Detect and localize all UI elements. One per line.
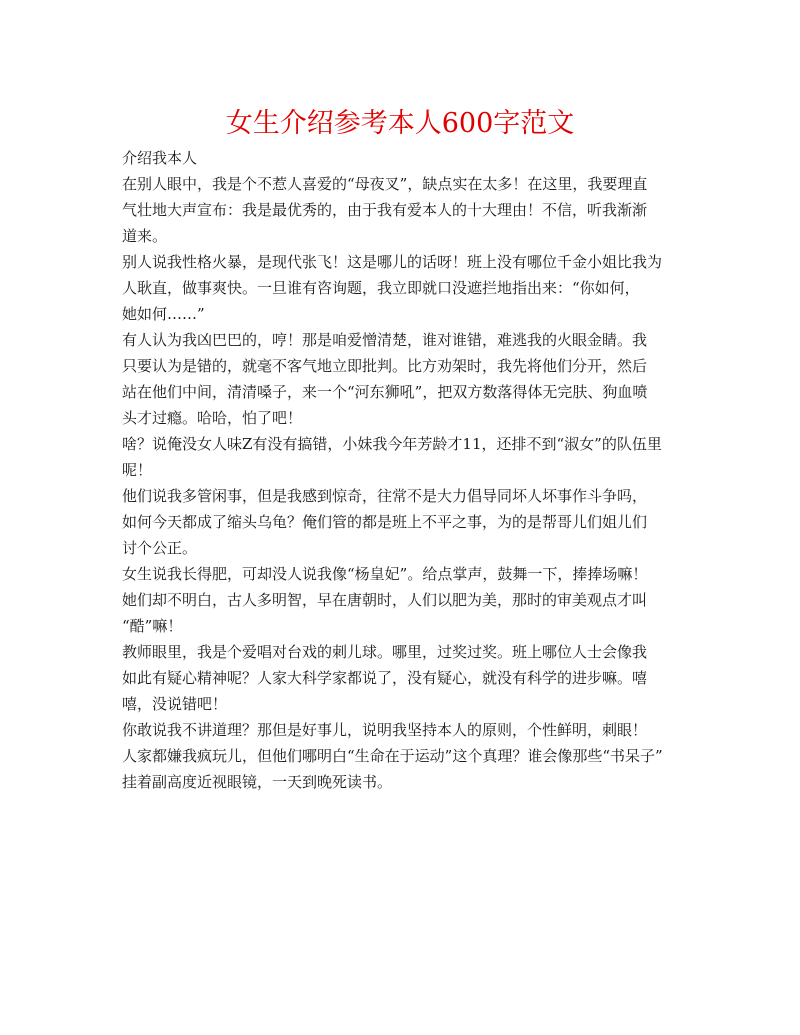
paragraph: 啥？说俺没女人味Z有没有搞错，小妹我今年芳龄才11，还排不到“淑女”的队伍里 呢！: [122, 435, 662, 479]
paragraph: 你敢说我不讲道理？那但是好事儿，说明我坚持本人的原则，个性鲜明，刺眼！: [122, 721, 648, 739]
paragraph: 别人说我性格火暴，是现代张飞！这是哪儿的话呀！班上没有哪位千金小姐比我为 人耿直，做事爽快。一旦谁有咨询题，我立即就口没遮拦地指出来：“你如何， 她如何……”: [122, 253, 663, 323]
document-body: [122, 145, 682, 795]
paragraph: 人家都嫌我疯玩儿，但他们哪明白“生命在于运动”这个真理？谁会像那些“书呆子” 挂着副高度近视眼镜，一天到晚死读书。: [122, 747, 663, 791]
paragraph-intro-heading: 介绍我本人: [122, 149, 198, 167]
paragraph: 他们说我多管闲事，但是我感到惊奇，往常不是大力倡导同坏人坏事作斗争吗， 如何今天都成了缩头乌龟？俺们管的都是班上不平之事，为的是帮哥儿们姐儿们 讨个公正。: [122, 487, 648, 557]
paragraph: 教师眼里，我是个爱唱对台戏的刺儿球。哪里，过奖过奖。班上哪位人士会像我 如此有疑心精神呢？人家大科学家都说了，没有疑心，就没有科学的进步嘛。嘻 嘻，没说错吧！: [122, 643, 648, 713]
document-title: 女生介绍参考本人600字范文: [225, 108, 575, 139]
paragraph: 有人认为我凶巴巴的，哼！那是咱爱憎清楚，谁对谁错，难逃我的火眼金睛。我 只要认为是错的，就毫不客气地立即批判。比方劝架时，我先将他们分开，然后 站在他们中间，清清嗓子，来一个“河东狮吼”，把双方数落得体无完肤、狗血喷 头才过瘾。哈哈，怕了吧！: [122, 331, 648, 427]
paragraph: 在别人眼中，我是个不惹人喜爱的“母夜叉”，缺点实在太多！在这里，我要理直 气壮地大声宣布：我是最优秀的，由于我有爱本人的十大理由！不信，听我渐渐 道来。: [122, 175, 648, 245]
paragraph: 女生说我长得肥，可却没人说我像“杨皇妃”。给点掌声，鼓舞一下，捧捧场嘛！ 她们却不明白，古人多明智，早在唐朝时，人们以肥为美，那时的审美观点才叫 “酷”嘛！: [122, 565, 648, 635]
